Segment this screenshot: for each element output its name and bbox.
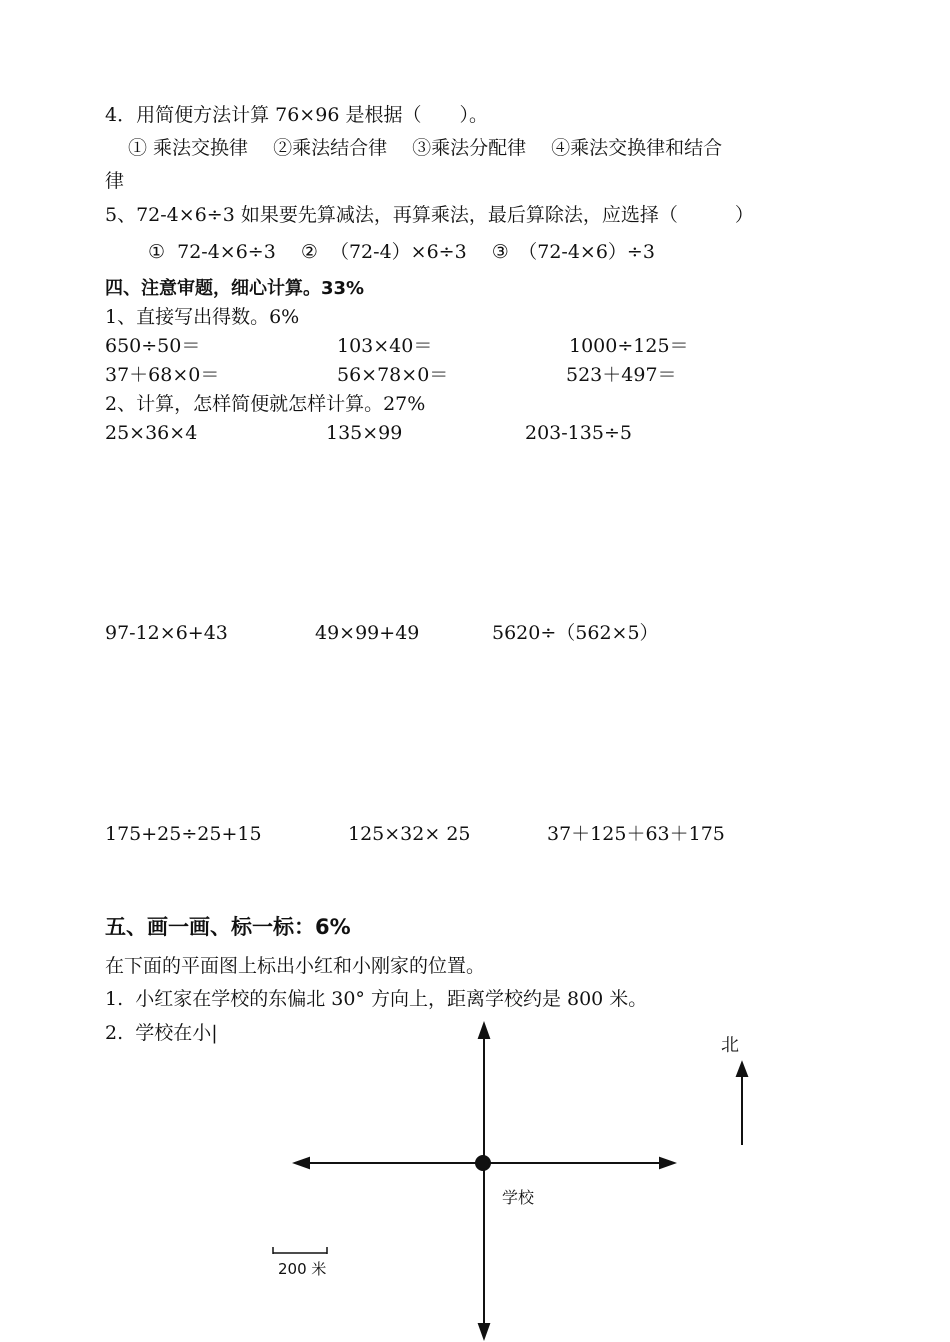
calc-item: 37＋125＋63＋175 <box>547 823 725 845</box>
section5-intro: 在下面的平面图上标出小红和小刚家的位置。 <box>105 955 486 977</box>
oral-calc-3: 1000÷125＝ <box>569 335 689 357</box>
q5-options: ① 72-4×6÷3 ② （72-4）×6÷3 ③ （72-4×6）÷3 <box>148 241 655 263</box>
oral-calc-1: 650÷50＝ <box>105 335 201 357</box>
calc-item: 25×36×4 <box>105 422 198 444</box>
section4-title: 四、注意审题，细心计算。33% <box>105 278 365 299</box>
section5-item2: 2. 学校在小| <box>105 1022 218 1044</box>
section5-title: 五、画一画、标一标：6% <box>105 915 351 939</box>
oral-calc-5: 56×78×0＝ <box>337 364 449 386</box>
north-indicator-arrowhead <box>737 1063 747 1076</box>
q4-stem: 4．用简便方法计算 76×96 是根据（ ）。 <box>105 104 488 126</box>
calc-item: 5620÷（562×5） <box>492 622 659 644</box>
school-label: 学校 <box>502 1188 535 1207</box>
oral-calc-6: 523＋497＝ <box>566 364 677 386</box>
oral-calc-2: 103×40＝ <box>337 335 433 357</box>
section5-item1: 1. 小红家在学校的东偏北 30° 方向上，距离学校约是 800 米。 <box>105 988 648 1010</box>
calc-item: 49×99+49 <box>315 622 420 644</box>
oral-calc-4: 37＋68×0＝ <box>105 364 220 386</box>
q4-options-wrap: 律 <box>105 170 125 192</box>
calc-item: 203-135÷5 <box>525 422 632 444</box>
calc-item: 125×32× 25 <box>348 823 471 845</box>
school-point <box>476 1156 490 1170</box>
q5-stem: 5、72-4×6÷3 如果要先算减法，再算乘法，最后算除法，应选择（ ） <box>105 204 754 226</box>
q4-options: ① 乘法交换律 ②乘法结合律 ③乘法分配律 ④乘法交换律和结合 <box>128 137 723 159</box>
section4-sub1: 1、直接写出得数。6% <box>105 306 300 328</box>
east-arrowhead <box>660 1158 674 1168</box>
calc-item: 97-12×6+43 <box>105 622 228 644</box>
scale-label: 200 米 <box>278 1260 327 1278</box>
west-arrowhead <box>295 1158 309 1168</box>
section4-sub2: 2、计算，怎样简便就怎样计算。27% <box>105 393 426 415</box>
north-label: 北 <box>721 1035 739 1056</box>
calc-item: 175+25÷25+15 <box>105 823 262 845</box>
calc-item: 135×99 <box>326 422 403 444</box>
south-arrowhead <box>479 1324 489 1338</box>
north-arrowhead <box>479 1024 489 1038</box>
